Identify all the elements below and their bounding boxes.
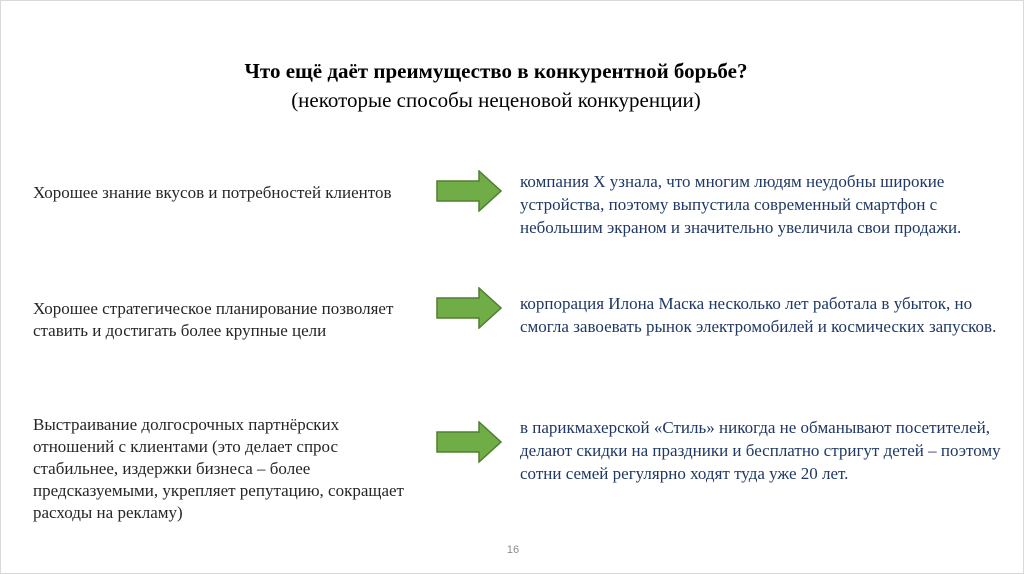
example-text-2: корпорация Илона Маска несколько лет работала в убыток, но смогла завоевать рынок электромобилей и космических запусков.	[520, 294, 997, 336]
slide-subtitle: (некоторые способы неценовой конкуренции)	[291, 88, 701, 112]
method-text-2: Хорошее стратегическое планирование позволяет ставить и достигать более крупные цели	[33, 299, 394, 340]
method-text-3: Выстраивание долгосрочных партнёрских отношений с клиентами (это делает спрос стабильнее, издержки бизнеса – более предсказуемыми, укрепляет репутацию, сокращает расходы на рекламу)	[33, 415, 404, 522]
arrow-right-icon	[436, 287, 502, 329]
example-text-1: компания Х узнала, что многим людям неудобны широкие устройства, поэтому выпустила современный смартфон с небольшим экраном и значительно увеличила свои продажи.	[520, 172, 962, 237]
page-number: 16	[506, 544, 520, 556]
title-block	[1, 57, 991, 115]
arrow-right-icon	[436, 170, 502, 212]
slide-title: Что ещё даёт преимущество в конкурентной борьбе?	[244, 59, 748, 83]
example-text-3: в парикмахерской «Стиль» никогда не обманывают посетителей, делают скидки на праздники и бесплатно стригут детей – поэтому сотни семей регулярно ходят туда уже 20 лет.	[520, 418, 1001, 483]
arrow-right-icon	[436, 421, 502, 463]
method-text-1: Хорошее знание вкусов и потребностей клиентов	[33, 183, 392, 202]
